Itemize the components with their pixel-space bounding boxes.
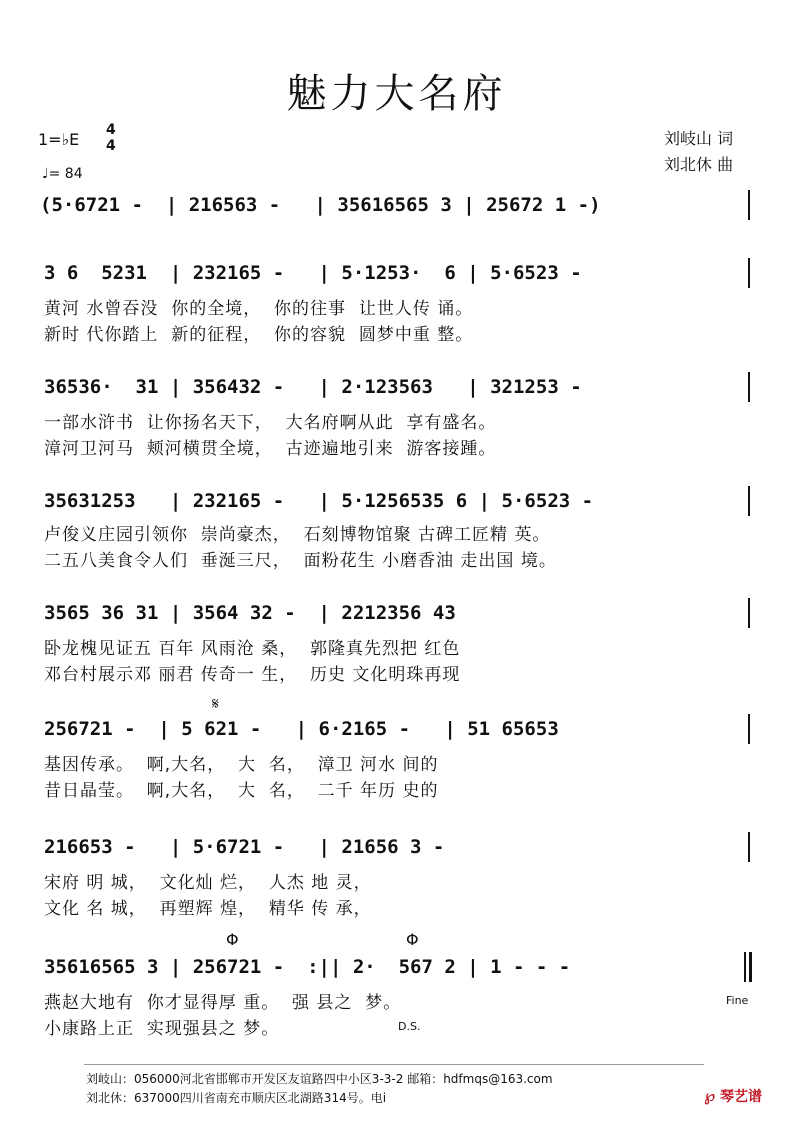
lyrics-line-7a: 宋府 明 城， 文化灿 烂， 人杰 地 灵， (44, 873, 372, 893)
lyrics-line-2b: 新时 代你踏上 新的征程， 你的容貌 圆梦中重 整。 (44, 325, 474, 345)
coda-sign-1: Φ (226, 930, 239, 949)
lyrics-line-2a: 黄河 水曾吞没 你的全境， 你的往事 让世人传 诵。 (44, 299, 474, 319)
fine-mark: Fine (726, 994, 749, 1007)
final-barline-thick (749, 952, 752, 982)
lyrics-line-5a: 卧龙槐见证五 百年 风雨沧 桑， 郭隆真先烈把 红色 (44, 639, 461, 659)
segno-sign: 𝄋 (212, 694, 219, 713)
lyrics-line-4a: 卢俊义庄园引领你 崇尚豪杰， 石刻博物馆聚 古碑工匠精 英。 (44, 525, 551, 545)
tempo-marking: ♩= 84 (42, 166, 83, 182)
coda-sign-2: Φ (406, 930, 419, 949)
composer-credit: 刘北休 曲 (664, 155, 734, 174)
barline (748, 190, 750, 220)
time-signature-bottom: 4 (106, 138, 116, 154)
barline (748, 372, 750, 402)
lyrics-line-7b: 文化 名 城， 再塑辉 煌， 精华 传 承， (44, 899, 372, 919)
lyricist-credit: 刘岐山 词 (664, 129, 734, 148)
barline (748, 832, 750, 862)
footer-contact-lyricist: 刘岐山：056000河北省邯郸市开发区友谊路四中小区3-3-2 邮箱：hdfmqs@163.com (86, 1072, 553, 1086)
barline (748, 486, 750, 516)
notation-line-1: (5·6721 - | 216563 - | 35616565 3 | 25672 1 -) (40, 194, 601, 216)
notation-line-8: 35616565 3 | 256721 - :|| 2· 567 2 | 1 - - - (44, 956, 571, 978)
lyrics-line-8b: 小康路上正 实现强县之 梦。 (44, 1019, 280, 1039)
final-barline-thin (744, 952, 746, 982)
notation-line-7: 216653 - | 5·6721 - | 21656 3 - (44, 836, 445, 858)
time-signature-top: 4 (106, 122, 116, 138)
footer-contact-composer: 刘北休：637000四川省南充市顺庆区北湖路314号。电i (86, 1091, 387, 1105)
song-title: 魅力大名府 (286, 71, 507, 117)
lyrics-line-6b: 昔日晶莹。 啊,大名， 大 名， 二千 年历 史的 (44, 781, 439, 801)
lyrics-line-3b: 漳河卫河马 颊河横贯全境， 古迹遍地引来 游客接踵。 (44, 439, 497, 459)
notation-line-3: 36536· 31 | 356432 - | 2·123563 | 321253 - (44, 376, 582, 398)
footer-divider (84, 1064, 704, 1065)
lyrics-line-5b: 邓台村展示邓 丽君 传奇一 生， 历史 文化明珠再现 (44, 665, 461, 685)
brand-name: 琴艺谱 (720, 1089, 763, 1105)
notation-line-4: 35631253 | 232165 - | 5·1256535 6 | 5·6523 - (44, 490, 594, 512)
notation-line-2: 3 6 5231 | 232165 - | 5·1253· 6 | 5·6523 - (44, 262, 582, 284)
ds-mark: D.S. (398, 1020, 421, 1033)
key-signature: 1=♭E (38, 130, 80, 149)
lyrics-line-8a: 燕赵大地有 你才显得厚 重。 强 县之 梦。 (44, 993, 402, 1013)
lyrics-line-4b: 二五八美食令人们 垂涎三尺， 面粉花生 小磨香油 走出国 境。 (44, 551, 557, 571)
notation-line-5: 3565 36 31 | 3564 32 - | 2212356 43 (44, 602, 456, 624)
barline (748, 598, 750, 628)
lyrics-line-3a: 一部水浒书 让你扬名天下， 大名府啊从此 享有盛名。 (44, 413, 497, 433)
barline (748, 258, 750, 288)
notation-line-6: 256721 - | 5 621 - | 6·2165 - | 51 65653 (44, 718, 559, 740)
lyrics-line-6a: 基因传承。 啊,大名， 大 名， 漳卫 河水 间的 (44, 755, 439, 775)
barline (748, 714, 750, 744)
brand-icon: ℘ (704, 1086, 716, 1105)
brand-logo (704, 1086, 762, 1106)
